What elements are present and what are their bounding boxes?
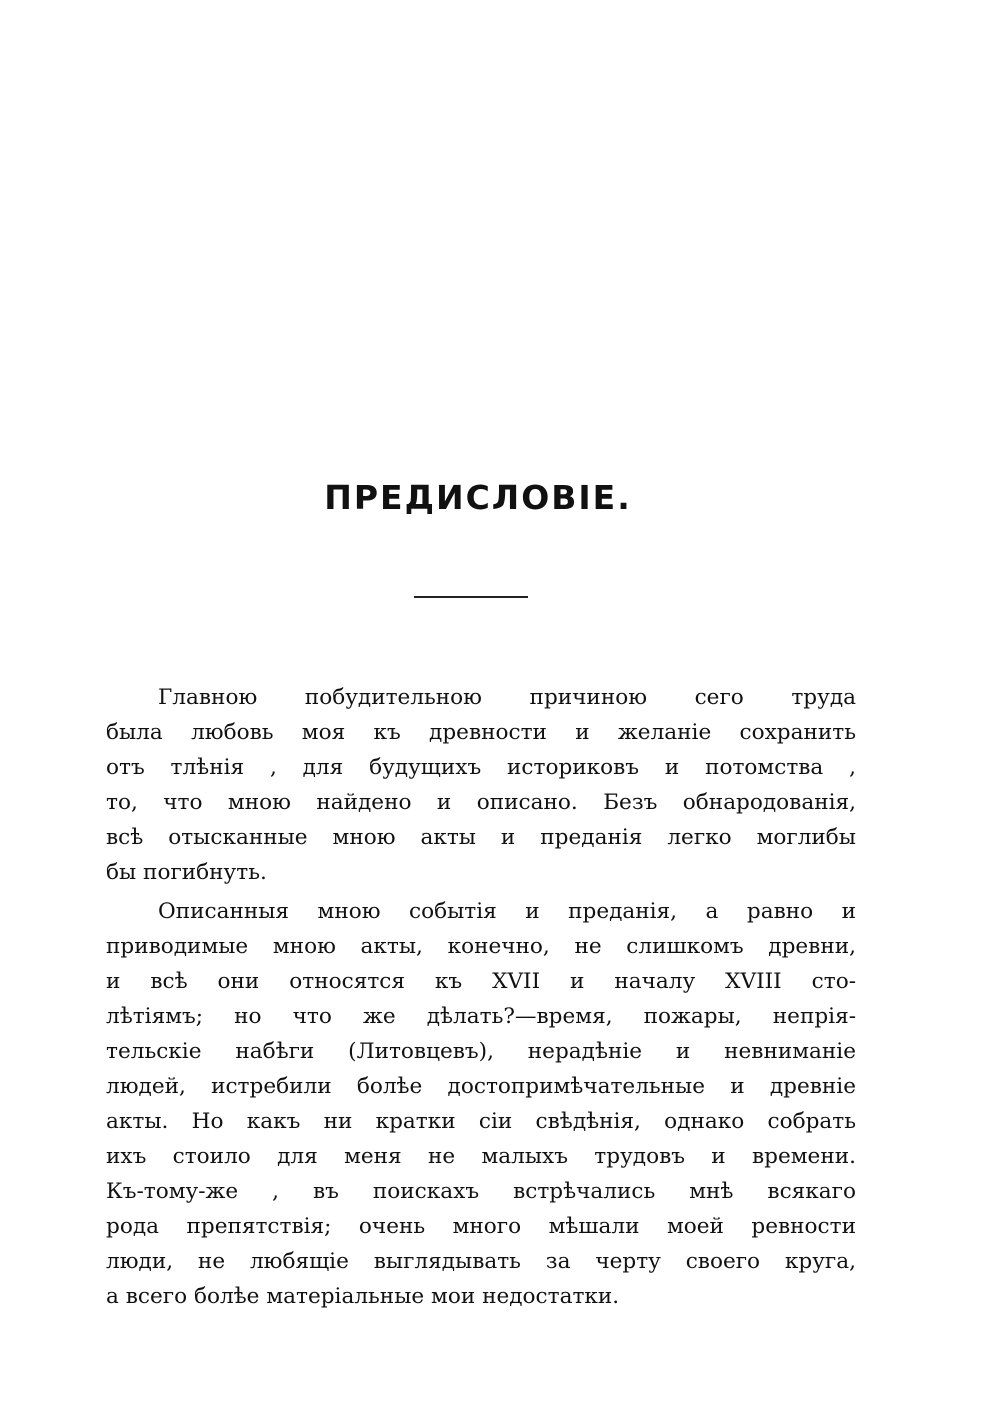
preface-body xyxy=(106,680,856,1314)
text-line: ихъ стоило для меня не малыхъ трудовъ и времени. xyxy=(106,1144,856,1169)
text-line: то, что мною найдено и описано. Безъ обнародованія, xyxy=(106,790,856,815)
page-title: ПРЕДИСЛОВІЕ. xyxy=(324,478,632,517)
text-line: лѣтіямъ; но что же дѣлать?—время, пожары, непрія- xyxy=(106,1004,856,1029)
text-line: людей, истребили болѣе достопримѣчательные и древніе xyxy=(106,1074,856,1099)
text-line: а всего болѣе матеріальные мои недостатки. xyxy=(106,1284,620,1309)
paragraph-1 xyxy=(106,680,856,890)
text-line: рода препятствія; очень много мѣшали моей ревности xyxy=(106,1214,856,1239)
text-line: отъ тлѣнія , для будущихъ историковъ и потомства , xyxy=(106,755,856,780)
text-line: Описанныя мною событія и преданія, а равно и xyxy=(158,899,856,924)
text-line: тельскіе набѣги (Литовцевъ), нерадѣніе и невниманіе xyxy=(106,1039,856,1064)
text-line: и всѣ они относятся къ XVII и началу XVIII сто- xyxy=(106,969,856,994)
text-line: Главною побудительною причиною сего труда xyxy=(158,685,856,710)
text-line: акты. Но какъ ни кратки сіи свѣдѣнія, однако собрать xyxy=(106,1109,856,1134)
text-line: Къ-тому-же , въ поискахъ встрѣчались мнѣ всякаго xyxy=(106,1179,856,1204)
paragraph-2 xyxy=(106,894,856,1314)
text-line: бы погибнуть. xyxy=(106,860,267,885)
text-line: люди, не любящіе выглядывать за черту своего круга, xyxy=(106,1249,856,1274)
text-line: приводимые мною акты, конечно, не слишкомъ древни, xyxy=(106,934,856,959)
text-line: всѣ отысканные мною акты и преданія легко моглибы xyxy=(106,825,856,850)
title-rule-divider xyxy=(414,596,528,598)
text-line: была любовь моя къ древности и желаніе сохранить xyxy=(106,720,856,745)
